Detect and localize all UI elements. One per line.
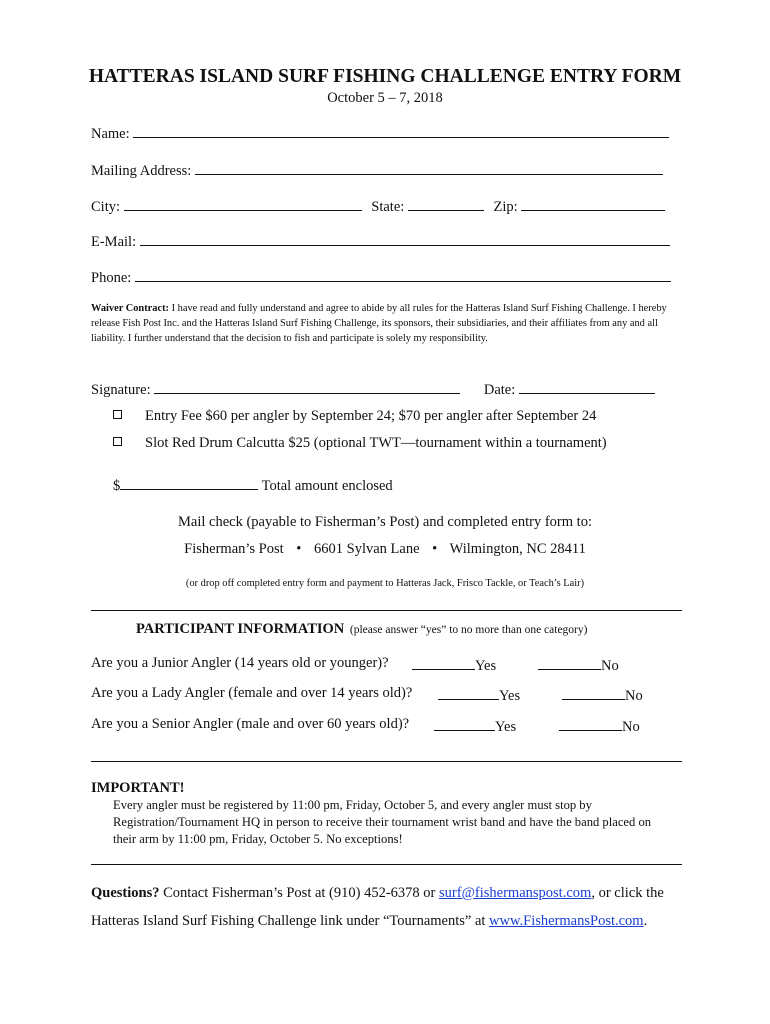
participant-header [136, 621, 587, 638]
junior-question: Are you a Junior Angler (14 years old or younger)? [91, 655, 389, 671]
mailing-address-row [91, 160, 663, 180]
phone-row [91, 267, 671, 287]
junior-yes [412, 655, 496, 675]
lady-yes [438, 685, 520, 705]
senior-no [559, 716, 640, 736]
waiver-heading: Waiver Contract: [91, 303, 170, 314]
city-state-zip: Wilmington, NC 28411 [449, 541, 586, 557]
recipient-name: Fisherman’s Post [184, 541, 284, 557]
signature-row [91, 379, 655, 399]
yes-label: Yes [499, 688, 521, 704]
total-label: Total amount enclosed [261, 478, 393, 494]
entry-fee-label: Entry Fee $60 per angler by September 24; $70 per angler after September 24 [145, 408, 597, 424]
email-field[interactable] [140, 231, 670, 246]
zip-field[interactable] [521, 196, 665, 211]
state-label: State: [371, 199, 405, 215]
state-field[interactable] [408, 196, 484, 211]
mailing-address-label: Mailing Address: [91, 163, 192, 179]
total-dollar-sign: $ [113, 478, 121, 494]
divider [91, 761, 682, 762]
no-label: No [601, 658, 619, 674]
mailing-address-field[interactable] [195, 160, 663, 175]
signature-label: Signature: [91, 382, 151, 398]
questions-heading: Questions? [91, 885, 160, 901]
entry-fee-option [113, 408, 596, 425]
divider [91, 864, 682, 865]
senior-yes [434, 716, 516, 736]
form-title: HATTERAS ISLAND SURF FISHING CHALLENGE ENTRY FORM [88, 66, 682, 87]
phone-field[interactable] [135, 267, 671, 282]
bullet-separator: • [296, 541, 302, 557]
street-address: 6601 Sylvan Lane [314, 541, 420, 557]
calcutta-label: Slot Red Drum Calcutta $25 (optional TWT—tournament within a tournament) [145, 435, 607, 451]
email-label: E-Mail: [91, 234, 137, 250]
city-field[interactable] [124, 196, 362, 211]
signature-field[interactable] [154, 379, 460, 394]
no-label: No [622, 719, 640, 735]
lady-no-field[interactable] [562, 685, 625, 700]
questions-text: . [643, 913, 648, 929]
calcutta-option [113, 435, 607, 452]
entry-fee-checkbox[interactable] [113, 410, 122, 419]
name-field[interactable] [133, 123, 669, 138]
no-label: No [625, 688, 643, 704]
city-state-zip-row [91, 196, 665, 216]
date-label: Date: [483, 382, 516, 398]
name-row [91, 123, 669, 143]
bullet-separator: • [432, 541, 438, 557]
participant-heading: PARTICIPANT INFORMATION [136, 621, 345, 637]
date-field[interactable] [519, 379, 655, 394]
event-dates: October 5 – 7, 2018 [327, 90, 443, 106]
junior-no [538, 655, 619, 675]
lady-yes-field[interactable] [438, 685, 499, 700]
senior-question: Are you a Senior Angler (male and over 60 years old)? [91, 716, 410, 732]
lady-question: Are you a Lady Angler (female and over 14 years old)? [91, 685, 413, 701]
junior-yes-field[interactable] [412, 655, 475, 670]
name-label: Name: [91, 126, 130, 142]
important-heading: IMPORTANT! [91, 780, 185, 796]
questions-text: Contact Fisherman’s Post at (910) 452-6378 or [159, 885, 440, 901]
senior-no-field[interactable] [559, 716, 622, 731]
email-link[interactable]: surf@fishermanspost.com [439, 885, 592, 901]
divider [91, 610, 682, 611]
junior-no-field[interactable] [538, 655, 601, 670]
mailing-address-block [0, 541, 770, 558]
yes-label: Yes [495, 719, 517, 735]
waiver-contract [91, 301, 683, 346]
questions-text: Hatteras Island Surf Fishing Challenge link under “Tournaments” at [91, 913, 490, 929]
email-row [91, 231, 670, 251]
phone-label: Phone: [91, 270, 132, 286]
important-text: Every angler must be registered by 11:00 pm, Friday, October 5, and every angler must stop by Registration/Tournament HQ in person to receive their tournament wrist band and have the band placed on their arm by 11:00 pm, Friday, October 5. No exceptions! [113, 798, 652, 846]
waiver-text: I have read and fully understand and agree to abide by all rules for the Hatteras Island Surf Fishing Challenge. I hereby release Fish Post Inc. and the Hatteras Island Surf Fishing Challenge, its sponsors, their subsidiaries, and their affiliates from any and all liability. I further understand that the decision to fish and participate is solely my responsibility. [91, 303, 667, 344]
mail-instruction: Mail check (payable to Fisherman’s Post) and completed entry form to: [178, 514, 592, 530]
website-link[interactable]: www.FishermansPost.com [489, 913, 644, 929]
questions-line-2 [91, 913, 647, 930]
questions-text: , or click the [591, 885, 664, 901]
calcutta-checkbox[interactable] [113, 437, 122, 446]
total-row [113, 475, 393, 495]
participant-note: (please answer “yes” to no more than one category) [349, 624, 588, 636]
zip-label: Zip: [493, 199, 518, 215]
dropoff-note: (or drop off completed entry form and payment to Hatteras Jack, Frisco Tackle, or Teach’s Lair) [185, 578, 585, 589]
lady-no [562, 685, 643, 705]
senior-yes-field[interactable] [434, 716, 495, 731]
yes-label: Yes [475, 658, 497, 674]
total-amount-field[interactable] [120, 475, 258, 490]
questions-line-1 [91, 885, 664, 902]
city-label: City: [91, 199, 121, 215]
